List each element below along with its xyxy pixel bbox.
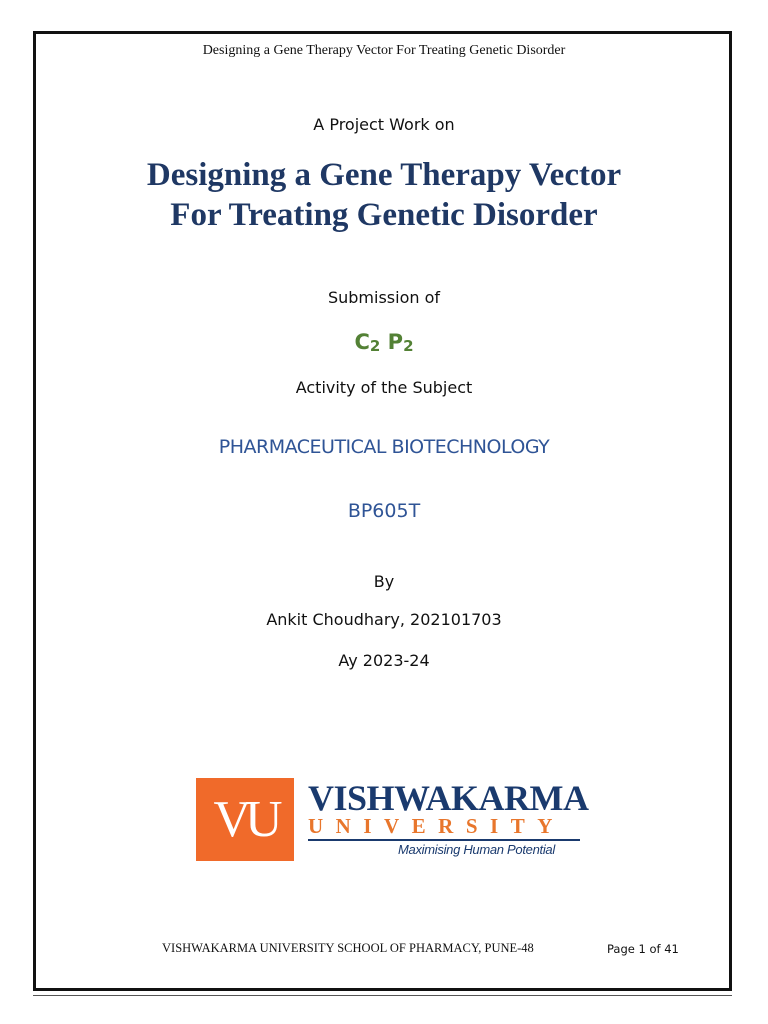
subject-name: PHARMACEUTICAL BIOTECHNOLOGY	[218, 436, 550, 458]
logo-subname: UNIVERSITY	[308, 814, 565, 838]
page-border-bottom-rule	[33, 995, 732, 996]
document-title	[0, 155, 768, 235]
activity-code	[0, 330, 768, 355]
university-logo	[196, 778, 589, 862]
activity-code-c: C	[354, 330, 370, 354]
activity-code-c-subscript: 2	[369, 337, 381, 355]
project-intro: A Project Work on	[313, 115, 455, 134]
logo-name: VISHWAKARMA	[308, 778, 589, 818]
activity-code-p-subscript: 2	[403, 337, 414, 355]
running-header: Designing a Gene Therapy Vector For Treating Genetic Disorder	[202, 43, 566, 58]
page-number: Page 1 of 41	[607, 942, 679, 956]
document-title-line-2: For Treating Genetic Disorder	[170, 197, 598, 233]
document-title-line-1: Designing a Gene Therapy Vector	[146, 157, 622, 193]
academic-year: Ay 2023-24	[338, 651, 430, 670]
footer-institution: VISHWAKARMA UNIVERSITY SCHOOL OF PHARMACY, PUNE-48	[162, 941, 534, 955]
activity-code-p: P	[387, 330, 404, 354]
logo-mark	[196, 778, 294, 861]
logo-mark-letters: VU	[213, 791, 277, 848]
author-name: Ankit Choudhary, 202101703	[266, 610, 502, 629]
by-label: By	[373, 572, 395, 591]
activity-label: Activity of the Subject	[295, 378, 473, 397]
subject-code: BP605T	[347, 500, 421, 522]
submission-label: Submission of	[327, 288, 441, 307]
logo-tagline: Maximising Human Potential	[398, 842, 555, 857]
